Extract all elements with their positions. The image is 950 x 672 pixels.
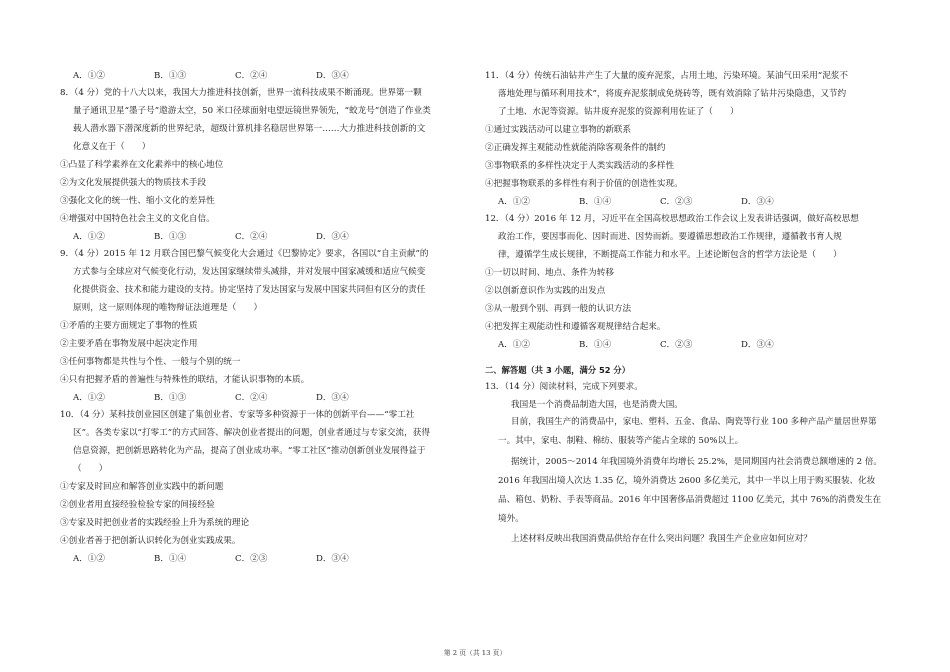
stem-line: 落地处理与循环利用技术”，将废弃泥浆制成免烧砖等，既有效消除了钻井污染隐患，又节约 (498, 89, 847, 99)
choice-a: A．①② (73, 232, 105, 242)
stem-line: 12．（4 分）2016 年 12 月，习近平在全国高校思想政治工作会议上发表讲话强调，做好高校思想 (485, 214, 859, 224)
choice-b: B．①④ (579, 197, 612, 207)
option-2: ②正确发挥主观能动性就能消除客观条件的制约 (485, 143, 666, 153)
option-1: ①一切以时间、地点、条件为转移 (485, 268, 614, 278)
stem-line: 化提供资金、技术和能力建设的支持。协定坚持了发达国家与发展中国家共同但有区分的责任 (73, 285, 426, 295)
choice-d: D．③④ (316, 71, 349, 81)
choice-d: D．③④ (316, 232, 349, 242)
answer-choices (60, 553, 476, 565)
question-9-stem (60, 248, 476, 314)
option-3: ③任何事物都是共性与个性、一般与个别的统一 (60, 357, 241, 367)
stem-line: 信息资源，把创新思路转化为产品，提高了创业成功率。“零工社区”推动创新创业发展得益于 (73, 446, 426, 456)
option-4: ④只有把握矛盾的普遍性与特殊性的联结，才能认识事物的本质。 (60, 375, 310, 385)
question-10 (60, 409, 476, 565)
material-paragraph: 目前，我国生产的消费品中，家电、塑料、五金、食品、陶瓷等行业 100 多种产品产量居世界第一。其中，家电、制鞋、棉纺、服装等产能占全球的 50%以上。 (498, 417, 877, 446)
choice-c: C．②④ (235, 393, 268, 403)
option-4: ④增强对中国特色社会主义的文化自信。 (60, 214, 215, 224)
stem-line: 了土地、水泥等资源。钻井废弃泥浆的资源利用佐证了（ ） (498, 107, 739, 117)
choice-d: D．③④ (316, 393, 349, 403)
right-column (485, 70, 887, 545)
choice-d: D．③④ (316, 554, 349, 564)
stem-line: 律，遵循学生成长规律，不断提高工作能力和水平。上述论断包含的哲学方法论是（ ） (498, 250, 842, 260)
page-footer: 第 2 页（共 13 页） (443, 649, 507, 657)
stem-line: 8．（4 分）党的十八大以来，我国大力推进科技创新，世界一流科技成果不断涌现。世界第一颗 (60, 88, 422, 98)
stem-line: 10．（4 分）某科技创业园区创建了集创业者、专家等多种资源于一体的创新平台——“零工社 (60, 410, 415, 420)
question-10-stem (60, 409, 476, 475)
question-9 (60, 248, 476, 404)
option-2: ②主要矛盾在事物发展中起决定作用 (60, 339, 198, 349)
choice-c: C．②③ (660, 340, 693, 350)
choice-d: D．③④ (741, 197, 774, 207)
stem-line: 原则，这一原则体现的唯物辩证法道理是（ ） (73, 303, 263, 313)
option-3: ③事物联系的多样性决定于人类实践活动的多样性 (485, 161, 675, 171)
question-8-stem (60, 87, 476, 153)
material-paragraph: 我国是一个消费品制造大国，也是消费大国。 (511, 400, 683, 410)
question-13 (485, 381, 887, 545)
option-3: ③从一般到个别、再到一般的认识方法 (485, 304, 632, 314)
answer-choices (60, 231, 476, 243)
option-4: ④创业者善于把创新认识转化为创业实践成果。 (60, 536, 241, 546)
choice-c: C．②③ (235, 554, 268, 564)
stem-line: （ ） (73, 464, 108, 474)
choice-b: B．①④ (154, 554, 187, 564)
choice-c: C．②③ (660, 197, 693, 207)
choice-a: A．①② (73, 554, 105, 564)
option-3: ③强化文化的统一性、缩小文化的差异性 (60, 196, 215, 206)
material-paragraph: 据统计，2005～2014 年我国境外消费年均增长 25.2%，是同期国内社会消费总额增速的 2 倍。2016 年我国出境人次达 1.35 亿，境外消费达 2600 多亿美元，其中一半以上用于购买服装、化妆品、箱包、奶粉、手表等商品。2016 年中国奢侈品消费超过 1100 亿美元，其中 76%的消费发生在境外。 (498, 457, 883, 524)
option-1: ①通过实践活动可以建立事物的新联系 (485, 125, 632, 135)
choice-b: B．①③ (154, 393, 187, 403)
question-11-stem (485, 70, 887, 118)
choice-c: C．②④ (235, 232, 268, 242)
choice-c: C．②④ (235, 71, 268, 81)
option-4: ④把握事物联系的多样性有利于价值的创造性实现。 (485, 179, 683, 189)
option-3: ③专家及时把创业者的实践经验上升为系统的理论 (60, 518, 250, 528)
option-2: ②创业者用直接经验检验专家的间接经验 (60, 500, 215, 510)
answer-choices (60, 392, 476, 404)
choice-a: A．①② (498, 340, 530, 350)
option-1: ①矛盾的主要方面规定了事物的性质 (60, 321, 198, 331)
choice-a: A．①② (73, 393, 105, 403)
choice-a: A．①② (73, 71, 105, 81)
option-2: ②为文化发展提供强大的物质技术手段 (60, 178, 207, 188)
choice-b: B．①④ (579, 340, 612, 350)
answer-choices (485, 339, 887, 351)
choice-a: A．①② (498, 197, 530, 207)
question-prompt: 上述材料反映出我国消费品供给存在什么突出问题？我国生产企业应如何应对？ (511, 534, 812, 544)
question-11 (485, 70, 887, 208)
question-13-stem: 13．（14 分）阅读材料，完成下列要求。 (485, 382, 643, 392)
option-1: ①凸显了科学素养在文化素养中的核心地位 (60, 160, 224, 170)
option-4: ④把发挥主观能动性和遵循客观规律结合起来。 (485, 322, 666, 332)
stem-line: 区”。各类专家以“打零工”的方式回答、解决创业者提出的问题，创业者通过与专家交流，获得 (73, 428, 430, 438)
choice-d: D．③④ (741, 340, 774, 350)
stem-line: 化意义在于（ ） (73, 142, 151, 152)
stem-line: 载人潜水器下潜深度新的世界纪录，超级计算机排名稳居世界第一……大力推进科技创新的文 (73, 124, 426, 134)
left-column (60, 70, 476, 565)
question-12 (485, 213, 887, 351)
stem-line: 量子通讯卫星“墨子号”遨游太空，50 米口径球面射电望远镜世界领先，“蛟龙号”创造了作业类 (73, 106, 431, 116)
stem-line: 9．（4 分）2015 年 12 月联合国巴黎气候变化大会通过《巴黎协定》要求，各国以“自主贡献”的 (60, 249, 429, 259)
answer-choices (485, 196, 887, 208)
option-1: ①专家及时回应和解答创业实践中的新问题 (60, 482, 224, 492)
stem-line: 政治工作，要因事而化、因时而进、因势而新。要遵循思想政治工作规律，遵循教书育人规 (498, 232, 842, 242)
top-answer-choices (60, 70, 476, 82)
question-8 (60, 87, 476, 243)
option-2: ②以创新意识作为实践的出发点 (485, 286, 606, 296)
section-heading: 二、解答题（共 3 小题，满分 52 分） (485, 365, 631, 375)
stem-line: 11．（4 分）传统石油钻井产生了大量的废弃泥浆，占用土地，污染环境。某油气田采用“泥浆不 (485, 71, 848, 81)
stem-line: 方式参与全球应对气候变化行动，发达国家继续带头减排，并对发展中国家减缓和适应气候变 (73, 267, 426, 277)
choice-b: B．①③ (154, 232, 187, 242)
choice-b: B．①③ (154, 71, 187, 81)
question-12-stem (485, 213, 887, 261)
